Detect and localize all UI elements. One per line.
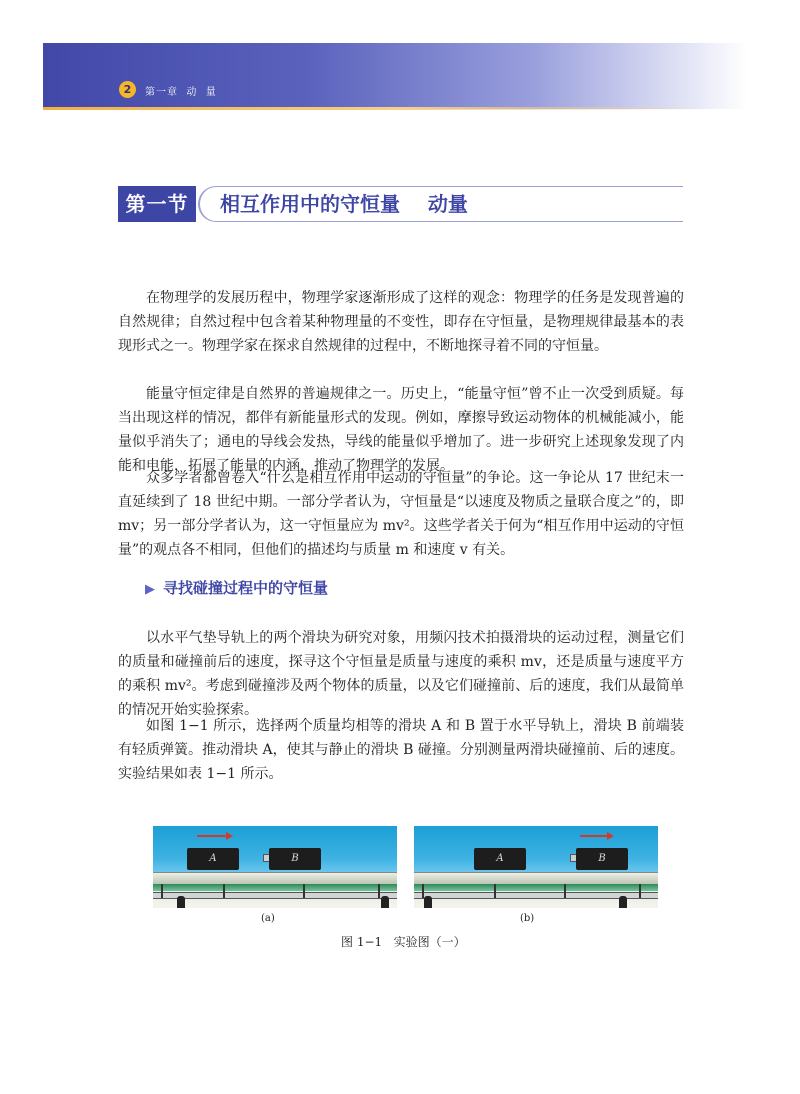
rail-support bbox=[161, 884, 163, 898]
rail-support bbox=[303, 884, 305, 898]
track-foot bbox=[424, 896, 432, 908]
subheading bbox=[145, 577, 328, 598]
header-band bbox=[43, 43, 800, 109]
air-track-bar bbox=[153, 892, 397, 899]
rail-support bbox=[639, 884, 641, 898]
experiment-photo-a bbox=[153, 826, 397, 908]
rail-support bbox=[494, 884, 496, 898]
track-foot bbox=[177, 896, 185, 908]
track-foot bbox=[381, 896, 389, 908]
section-title: 相互作用中的守恒量 动量 bbox=[220, 192, 468, 216]
triangle-marker-icon: ▶ bbox=[145, 582, 155, 597]
figure-caption-a: (a) bbox=[261, 913, 275, 924]
air-track-base bbox=[153, 884, 397, 891]
rail-support bbox=[223, 884, 225, 898]
velocity-arrow-icon bbox=[197, 835, 227, 837]
slider-a: A bbox=[474, 848, 526, 870]
section-tag: 第一节 bbox=[118, 186, 196, 222]
rail-support bbox=[378, 884, 380, 898]
page-number: 2 bbox=[119, 81, 136, 98]
paragraph-5: 如图 1−1 所示，选择两个质量均相等的滑块 A 和 B 置于水平导轨上，滑块 B 前端装有轻质弹簧。推动滑块 A，使其与静止的滑块 B 碰撞。分别测量两滑块碰撞前、后的速度。实验结果如表 1−1 所示。 bbox=[118, 718, 684, 782]
velocity-arrow-icon bbox=[580, 835, 608, 837]
paragraph-3: 众多学者都曾卷入“什么是相互作用中运动的守恒量”的争论。这一争论从 17 世纪末一直延续到了 18 世纪中期。一部分学者认为，守恒量是“以速度及物质之量联合度之”的，即 mv；另一部分学者认为，这一守恒量应为 mv²。这些学者关于何为“相互作用中运动的守恒量”的观点各不相同，但他们的描述均与质量 m 和速度 v 有关。 bbox=[118, 470, 684, 558]
experiment-photo-b bbox=[414, 826, 658, 908]
subheading-text: 寻找碰撞过程中的守恒量 bbox=[163, 579, 329, 597]
header-accent-line bbox=[43, 107, 703, 110]
paragraph-1: 在物理学的发展历程中，物理学家逐渐形成了这样的观念：物理学的任务是发现普遍的自然规律；自然过程中包含着某种物理量的不变性，即存在守恒量，是物理规律最基本的表现形式之一。物理学家在探求自然规律的过程中，不断地探寻着不同的守恒量。 bbox=[118, 290, 684, 354]
figure-caption-b: (b) bbox=[520, 913, 535, 924]
rail-support bbox=[422, 884, 424, 898]
slider-a: A bbox=[187, 848, 239, 870]
figure-caption: 图 1−1 实验图（一） bbox=[341, 935, 466, 949]
rail-support bbox=[564, 884, 566, 898]
paragraph-2: 能量守恒定律是自然界的普遍规律之一。历史上，“能量守恒”曾不止一次受到质疑。每当出现这样的情况，都伴有新能量形式的发现。例如，摩擦导致运动物体的机械能减小，能量似乎消失了；通电的导线会发热，导线的能量似乎增加了。进一步研究上述现象发现了内能和电能，拓展了能量的内涵，推动了物理学的发展。 bbox=[118, 386, 684, 474]
chapter-title: 第一章 动 量 bbox=[145, 87, 217, 98]
track-foot bbox=[619, 896, 627, 908]
air-track-base bbox=[414, 884, 658, 891]
paragraph-4: 以水平气垫导轨上的两个滑块为研究对象，用频闪技术拍摄滑块的运动过程，测量它们的质量和碰撞前后的速度，探寻这个守恒量是质量与速度的乘积 mv，还是质量与速度平方的乘积 mv²。考虑到碰撞涉及两个物体的质量，以及它们碰撞前、后的速度，我们从最简单的情况开始实验探索。 bbox=[118, 630, 684, 718]
slider-b: B bbox=[576, 848, 628, 870]
slider-b: B bbox=[269, 848, 321, 870]
